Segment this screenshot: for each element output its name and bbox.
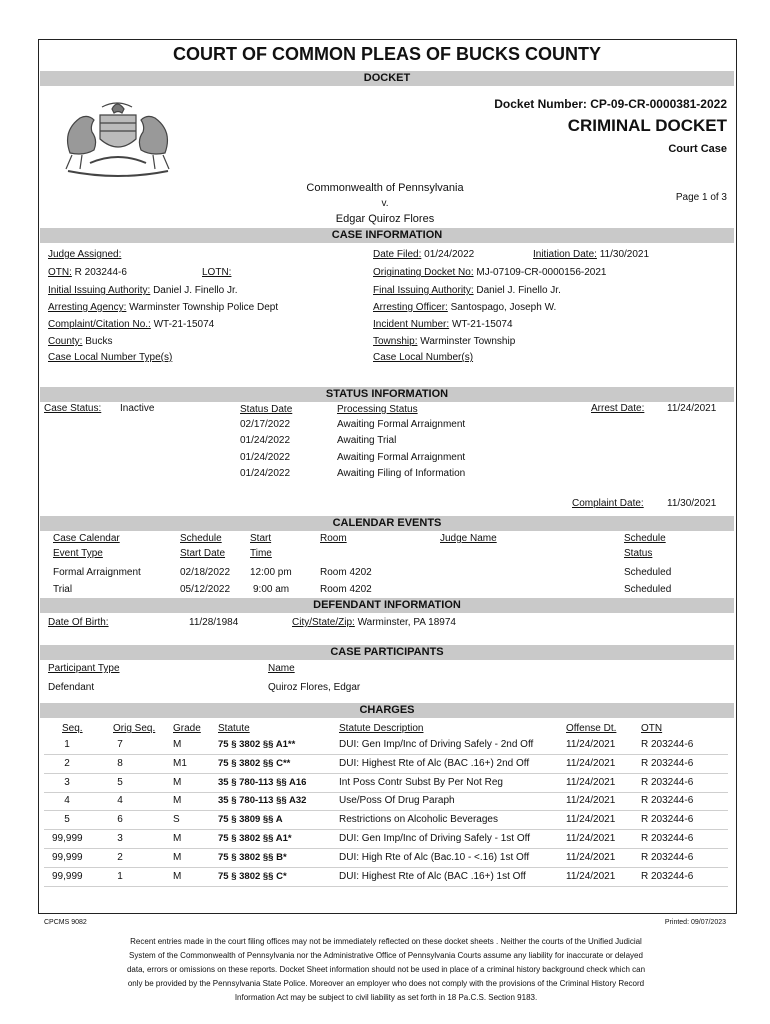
orig-docket-label: Originating Docket No: — [373, 267, 474, 278]
charge-header-description: Statute Description — [339, 723, 424, 734]
charge-cell-desc: Int Poss Contr Subst By Per Not Reg — [339, 776, 503, 788]
charge-cell-seq: 3 — [64, 776, 70, 788]
charge-cell-seq: 1 — [64, 739, 70, 750]
county — [48, 336, 112, 347]
charge-cell-orig: 6 — [117, 814, 123, 826]
charge-row-divider — [44, 848, 728, 849]
charges-bar: CHARGES — [40, 703, 734, 718]
form-id: CPCMS 9082 — [44, 919, 87, 926]
court-case: Court Case — [668, 143, 727, 155]
fia-label: Final Issuing Authority: — [373, 285, 474, 296]
originating-docket — [373, 267, 606, 278]
caption-line2: v. — [381, 198, 389, 209]
disclaimer-line: Information Act may be subject to civil liability as set forth in 18 Pa.C.S. Section 9183. — [234, 993, 538, 1002]
charge-cell-orig: 1 — [117, 870, 123, 882]
cal-header-start-date: Start Date — [180, 548, 226, 559]
county-label: County: — [48, 336, 83, 347]
charge-cell-otn: R 203244-6 — [641, 870, 694, 882]
agency-label: Arresting Agency: — [48, 302, 127, 313]
initiation-date — [533, 249, 649, 260]
charge-cell-orig: 2 — [117, 851, 123, 863]
charge-cell-desc: DUI: Gen Imp/Inc of Driving Safely - 1st Off — [339, 833, 530, 844]
status-row: 02/17/2022 — [240, 419, 291, 430]
charge-cell-statute: 35 § 780-113 §§ A32 — [218, 795, 307, 807]
charge-cell-desc: DUI: Highest Rte of Alc (BAC .16+) 1st Off — [339, 870, 526, 882]
charge-cell-date: 11/24/2021 — [566, 757, 616, 769]
calendar-events-bar: CALENDAR EVENTS — [40, 516, 734, 531]
charge-cell-otn: R 203244-6 — [641, 757, 694, 769]
arrest-date-label: Arrest Date: — [591, 403, 645, 414]
seal-icon — [50, 93, 185, 178]
dob-label: Date Of Birth: — [48, 617, 109, 628]
case-status-value: Inactive — [120, 403, 155, 414]
case-local-number-type-label: Case Local Number Type(s) — [48, 352, 173, 363]
calendar-row: 12:00 pm — [250, 567, 292, 578]
charge-cell-grade: M — [173, 739, 182, 750]
participant-type-value: Defendant — [48, 682, 95, 693]
status-row: 01/24/2022 — [240, 468, 291, 479]
charge-cell-desc: DUI: High Rte of Alc (Bac.10 - <.16) 1st Off — [339, 851, 530, 863]
case-local-number-label: Case Local Number(s) — [373, 352, 474, 363]
participant-name-header: Name — [268, 663, 295, 674]
charge-cell-otn: R 203244-6 — [641, 739, 694, 750]
arrest-date-value: 11/24/2021 — [667, 403, 717, 414]
iia-label: Initial Issuing Authority: — [48, 285, 151, 296]
charge-cell-desc: Restrictions on Alcoholic Beverages — [339, 814, 498, 826]
charge-cell-otn: R 203244-6 — [641, 833, 694, 844]
charge-cell-seq: 99,999 — [52, 833, 83, 844]
docket-number: Docket Number: CP-09-CR-0000381-2022 — [494, 97, 727, 111]
charge-cell-grade: M — [173, 833, 182, 844]
arresting-agency — [48, 302, 278, 313]
charge-cell-seq: 99,999 — [52, 870, 83, 882]
complaint-citation — [48, 319, 214, 330]
court-title: COURT OF COMMON PLEAS OF BUCKS COUNTY — [173, 44, 601, 64]
case-information-bar: CASE INFORMATION — [40, 228, 734, 243]
charge-cell-seq: 4 — [64, 795, 70, 807]
complaint-label: Complaint/Citation No.: — [48, 319, 151, 330]
calendar-row: Formal Arraignment — [53, 567, 141, 578]
disclaimer-line: only be provided by the Pennsylvania State Police. Moreover an employer who does not comply with the provisions of the Criminal History Record — [127, 979, 645, 988]
charge-row-divider — [44, 810, 728, 811]
calendar-row: Trial — [53, 584, 73, 595]
charge-cell-otn: R 203244-6 — [641, 814, 694, 826]
incident-number — [373, 319, 513, 330]
processing-status-header: Processing Status — [337, 404, 418, 415]
status-date-header: Status Date — [240, 404, 293, 415]
complaint-date-value: 11/30/2021 — [667, 498, 717, 509]
charge-cell-grade: M — [173, 776, 182, 788]
charge-cell-grade: S — [173, 814, 180, 826]
charge-cell-statute: 75 § 3802 §§ A1* — [218, 833, 292, 844]
charge-cell-statute: 75 § 3802 §§ C* — [218, 870, 287, 882]
calendar-row: Room 4202 — [320, 584, 372, 595]
initial-issuing-authority — [48, 285, 238, 296]
charge-header-orig-seq: Orig Seq. — [113, 723, 156, 734]
lotn-label: LOTN: — [202, 267, 232, 278]
agency-value: Warminster Township Police Dept — [129, 302, 279, 313]
charge-cell-statute: 75 § 3802 §§ C** — [218, 757, 291, 769]
csz-label: City/State/Zip: — [292, 617, 355, 628]
city-state-zip — [292, 617, 456, 628]
docket-bar: DOCKET — [40, 71, 734, 86]
cal-header-room: Room — [320, 533, 347, 544]
charge-cell-grade: M — [173, 795, 182, 807]
charge-cell-orig: 4 — [117, 795, 123, 807]
cal-header-case-calendar: Case Calendar — [53, 533, 120, 544]
charge-cell-date: 11/24/2021 — [566, 870, 616, 882]
caption-line3: Edgar Quiroz Flores — [335, 213, 435, 225]
charge-cell-desc: DUI: Gen Imp/Inc of Driving Safely - 2nd Off — [339, 739, 534, 750]
iia-value: Daniel J. Finello Jr. — [153, 285, 238, 296]
charge-cell-otn: R 203244-6 — [641, 795, 694, 807]
incident-value: WT-21-15074 — [451, 319, 513, 330]
township — [373, 336, 515, 347]
case-participants-bar: CASE PARTICIPANTS — [40, 645, 734, 660]
charge-cell-orig: 8 — [117, 757, 123, 769]
cal-header-start: Start — [250, 533, 272, 544]
arresting-officer — [373, 302, 556, 313]
charge-cell-orig: 5 — [117, 776, 123, 788]
charge-cell-date: 11/24/2021 — [566, 851, 616, 863]
docket-type: CRIMINAL DOCKET — [567, 116, 727, 135]
otn-row — [48, 267, 127, 278]
charge-cell-grade: M — [173, 870, 182, 882]
status-row: Awaiting Formal Arraignment — [337, 452, 466, 463]
initiation-value: 11/30/2021 — [599, 249, 650, 260]
status-information-bar: STATUS INFORMATION — [40, 387, 734, 402]
charge-row-divider — [44, 829, 728, 830]
charge-cell-date: 11/24/2021 — [566, 833, 616, 844]
disclaimer-line: Recent entries made in the court filing offices may not be immediately reflected on these docket sheets . Neither the courts of the Unified Judicial — [130, 937, 642, 946]
charge-header-grade: Grade — [173, 723, 201, 734]
charge-cell-date: 11/24/2021 — [566, 814, 616, 826]
case-status-label: Case Status: — [44, 403, 102, 414]
otn-label: OTN: — [48, 267, 72, 278]
page-number: Page 1 of 3 — [675, 192, 727, 203]
status-row: 01/24/2022 — [240, 452, 291, 463]
township-value: Warminster Township — [420, 336, 516, 347]
complaint-value: WT-21-15074 — [153, 319, 215, 330]
calendar-row: 05/12/2022 — [180, 584, 231, 595]
otn-value: R 203244-6 — [74, 267, 127, 278]
date-filed — [373, 249, 474, 260]
cal-header-schedule: Schedule — [180, 533, 222, 544]
fia-value: Daniel J. Finello Jr. — [476, 285, 561, 296]
charge-header-statute: Statute — [218, 723, 250, 734]
charge-cell-date: 11/24/2021 — [566, 776, 616, 788]
charge-cell-otn: R 203244-6 — [641, 776, 694, 788]
participant-name-value: Quiroz Flores, Edgar — [268, 682, 361, 693]
status-row: Awaiting Trial — [337, 435, 397, 446]
charge-cell-statute: 75 § 3802 §§ B* — [218, 851, 287, 863]
defendant-information-bar: DEFENDANT INFORMATION — [40, 598, 734, 613]
charge-cell-date: 11/24/2021 — [566, 795, 616, 807]
charge-cell-orig: 7 — [117, 739, 123, 750]
charge-header-seq: Seq. — [62, 723, 83, 734]
charge-row-divider — [44, 754, 728, 755]
charge-cell-date: 11/24/2021 — [566, 739, 616, 750]
charge-row-divider — [44, 792, 728, 793]
disclaimer-line: data, errors or omissions on these reports. Docket Sheet information should not be used in place of a criminal history background check which can — [126, 965, 646, 974]
charge-cell-statute: 75 § 3809 §§ A — [218, 814, 283, 826]
officer-label: Arresting Officer: — [373, 302, 448, 313]
charge-cell-grade: M — [173, 851, 182, 863]
charge-header-offense-date: Offense Dt. — [566, 723, 617, 734]
charge-cell-desc: Use/Poss Of Drug Paraph — [339, 795, 455, 807]
calendar-row: Scheduled — [624, 584, 672, 595]
disclaimer-line: System of the Commonwealth of Pennsylvania nor the Administrative Office of Pennsylvania Courts assume any liability for inaccurate or delayed — [129, 951, 643, 960]
charge-cell-seq: 2 — [64, 757, 70, 769]
charge-row-divider — [44, 867, 728, 868]
calendar-row: 9:00 am — [253, 584, 290, 595]
county-value: Bucks — [85, 336, 113, 347]
cal-header-time: Time — [250, 548, 272, 559]
charge-cell-statute: 35 § 780-113 §§ A16 — [218, 776, 307, 788]
caption-line1: Commonwealth of Pennsylvania — [306, 182, 464, 194]
charge-cell-seq: 99,999 — [52, 851, 83, 863]
charge-cell-desc: DUI: Highest Rte of Alc (BAC .16+) 2nd Off — [339, 757, 530, 769]
charge-row-divider — [44, 773, 728, 774]
initiation-label: Initiation Date: — [533, 249, 597, 260]
cal-header-status: Status — [624, 548, 653, 559]
complaint-date-label: Complaint Date: — [572, 498, 644, 509]
final-issuing-authority — [373, 285, 561, 296]
calendar-row: 02/18/2022 — [180, 567, 231, 578]
csz-value: Warminster, PA 18974 — [357, 617, 456, 628]
charge-row-divider — [44, 886, 728, 887]
cal-header-schedule2: Schedule — [624, 533, 666, 544]
charge-cell-otn: R 203244-6 — [641, 851, 694, 863]
calendar-row: Room 4202 — [320, 567, 372, 578]
charge-header-otn: OTN — [641, 723, 663, 734]
status-row: 01/24/2022 — [240, 435, 291, 446]
charge-cell-seq: 5 — [64, 814, 70, 826]
charge-cell-grade: M1 — [173, 757, 187, 769]
cal-header-judge: Judge Name — [440, 533, 497, 544]
township-label: Township: — [373, 336, 418, 347]
status-row: Awaiting Formal Arraignment — [337, 419, 466, 430]
cal-header-event-type: Event Type — [53, 548, 103, 559]
charge-cell-orig: 3 — [117, 833, 123, 844]
officer-value: Santospago, Joseph W. — [450, 302, 557, 313]
printed-date: Printed: 09/07/2023 — [664, 919, 726, 926]
incident-label: Incident Number: — [373, 319, 450, 330]
judge-assigned-label: Judge Assigned: — [48, 249, 122, 260]
participant-type-header: Participant Type — [48, 663, 120, 674]
dob-value: 11/28/1984 — [189, 617, 239, 628]
charge-cell-statute: 75 § 3802 §§ A1** — [218, 739, 296, 750]
status-row: Awaiting Filing of Information — [337, 468, 466, 479]
calendar-row: Scheduled — [624, 567, 672, 578]
date-filed-value: 01/24/2022 — [424, 249, 475, 260]
date-filed-label: Date Filed: — [373, 249, 422, 260]
orig-docket-value: MJ-07109-CR-0000156-2021 — [476, 267, 607, 278]
